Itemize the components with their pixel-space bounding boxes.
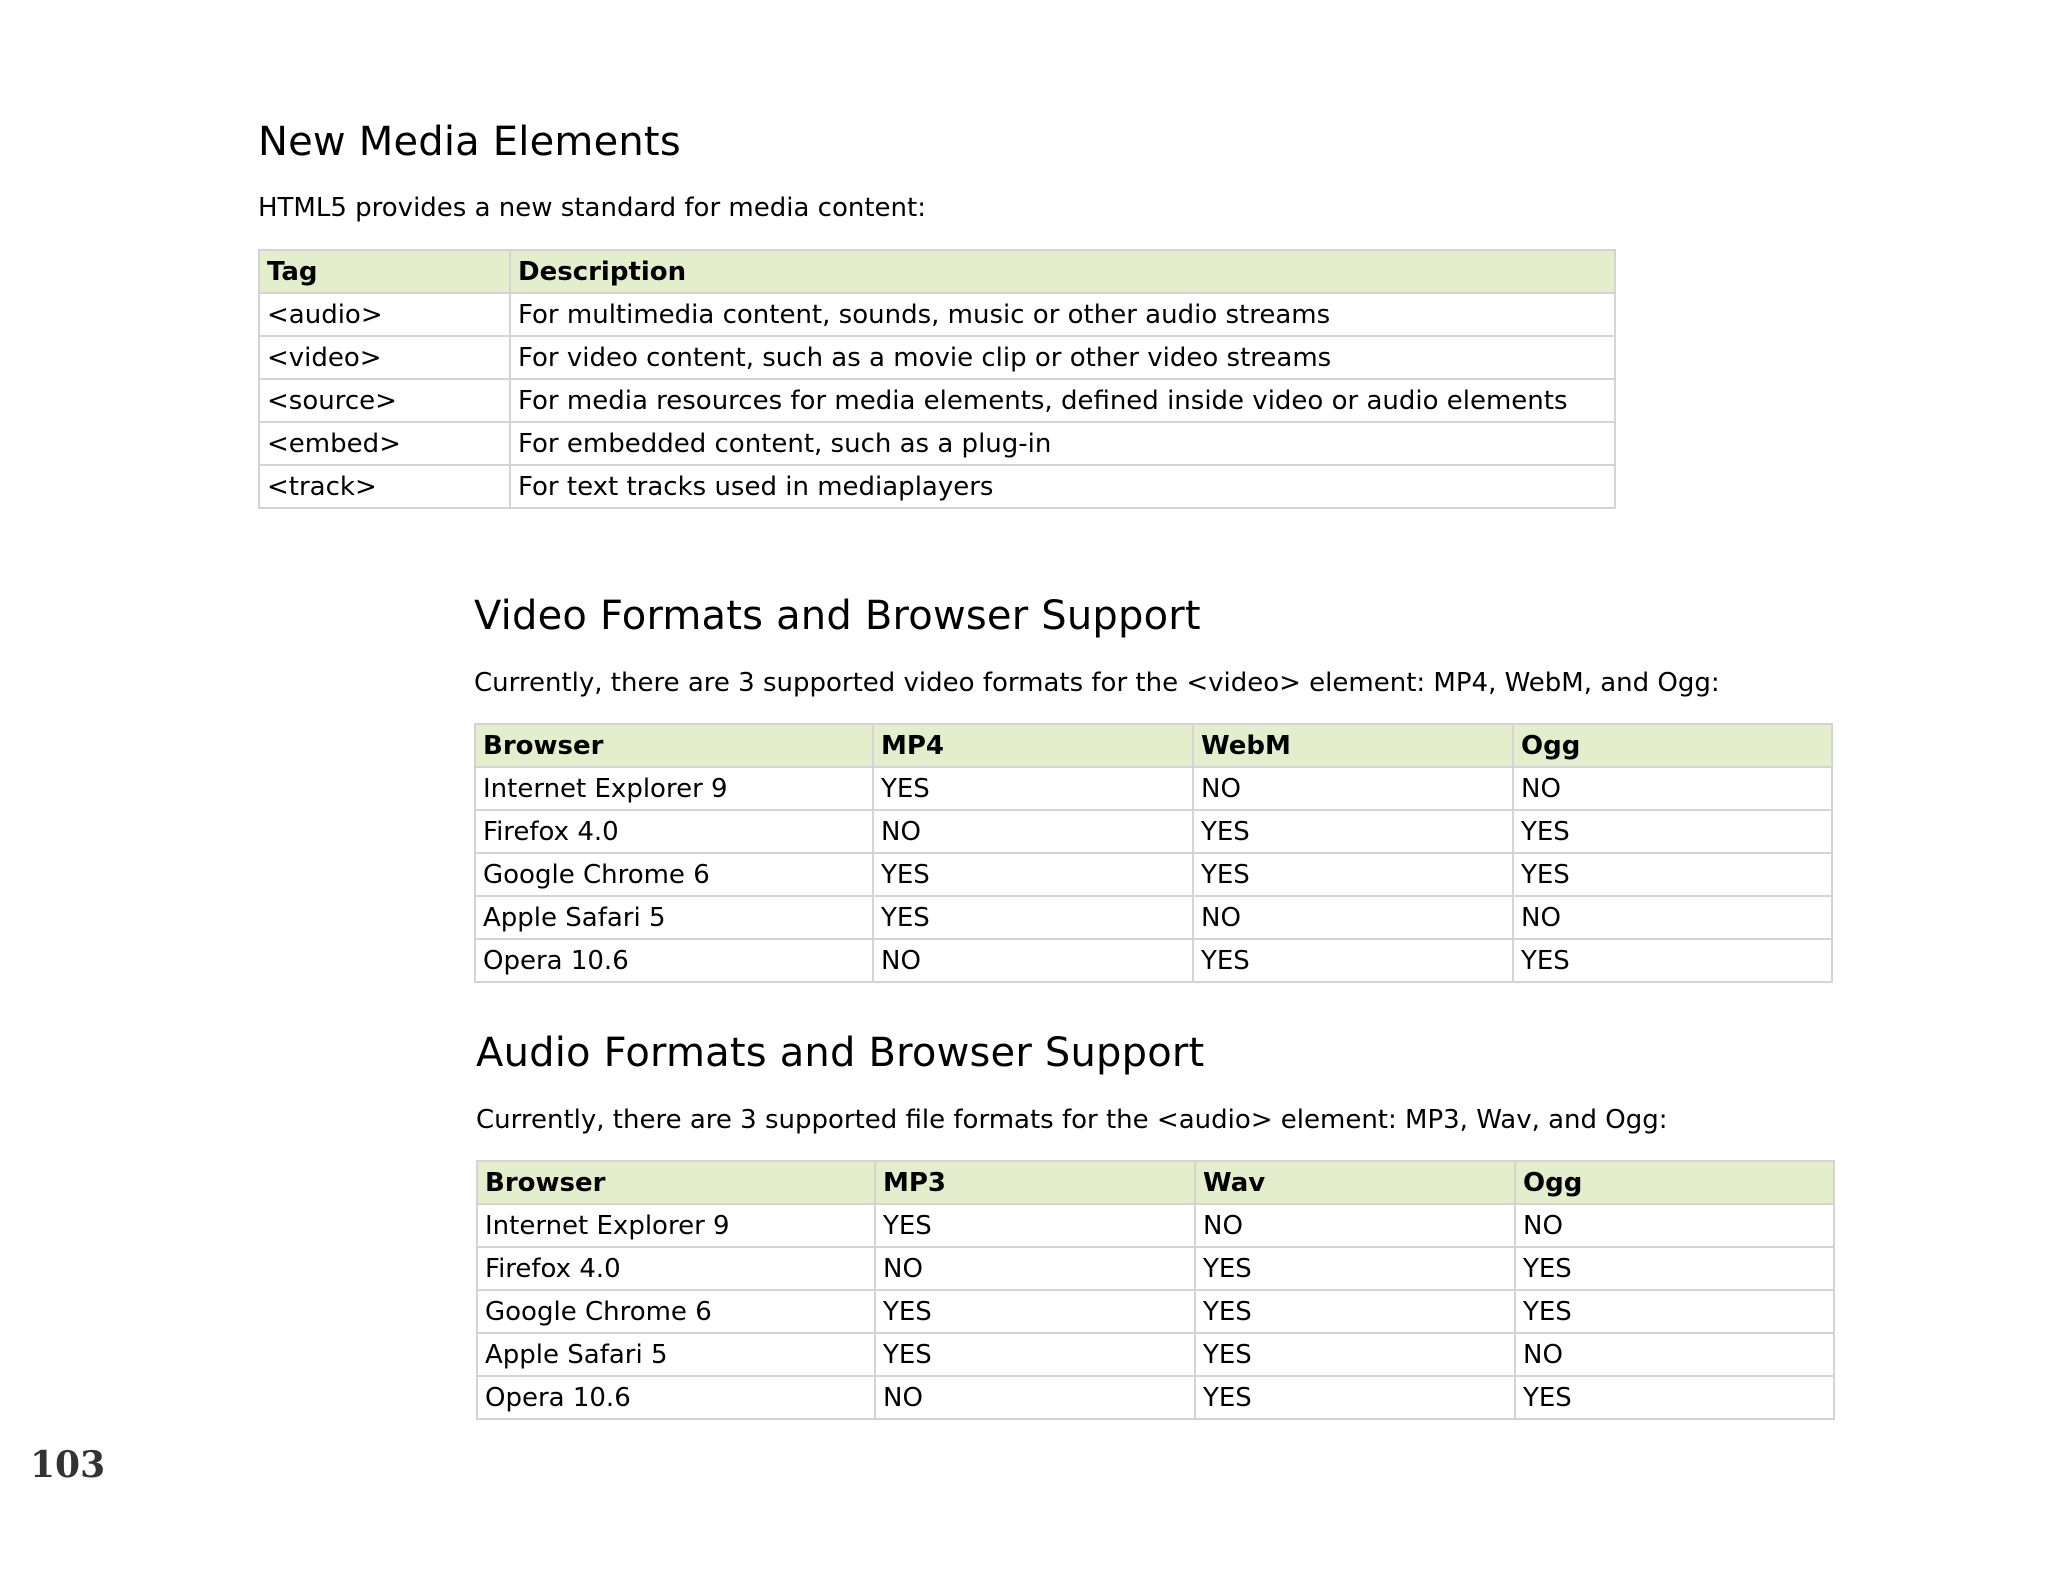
support-cell: YES: [1515, 1247, 1834, 1290]
support-cell: YES: [1195, 1333, 1515, 1376]
support-cell: YES: [1195, 1376, 1515, 1419]
browser-cell: Google Chrome 6: [475, 853, 873, 896]
description-cell: For video content, such as a movie clip or other video streams: [510, 336, 1615, 379]
table-row: [475, 810, 1832, 853]
description-cell: For embedded content, such as a plug-in: [510, 422, 1615, 465]
video-section: [474, 592, 1201, 640]
column-header: Browser: [475, 724, 873, 767]
video-title: Video Formats and Browser Support: [474, 593, 1201, 639]
browser-cell: Opera 10.6: [477, 1376, 875, 1419]
support-cell: YES: [873, 896, 1193, 939]
table-row: [477, 1333, 1834, 1376]
column-header: Tag: [259, 250, 510, 293]
media-title: New Media Elements: [258, 119, 681, 165]
browser-cell: Apple Safari 5: [477, 1333, 875, 1376]
table-row: [477, 1247, 1834, 1290]
tag-cell: <embed>: [259, 422, 510, 465]
table-row: [477, 1204, 1834, 1247]
table-row: [259, 465, 1615, 508]
tag-cell: <video>: [259, 336, 510, 379]
browser-cell: Internet Explorer 9: [475, 767, 873, 810]
support-cell: YES: [1193, 853, 1513, 896]
description-cell: For media resources for media elements, defined inside video or audio elements: [510, 379, 1615, 422]
column-header: MP4: [873, 724, 1193, 767]
support-cell: NO: [1193, 896, 1513, 939]
support-cell: NO: [873, 939, 1193, 982]
support-cell: NO: [1513, 767, 1832, 810]
table-row: [259, 336, 1615, 379]
tag-cell: <audio>: [259, 293, 510, 336]
table-header-row: [475, 724, 1832, 767]
media-table: [258, 249, 1616, 509]
support-cell: YES: [1513, 939, 1832, 982]
support-cell: NO: [875, 1247, 1195, 1290]
support-cell: YES: [1515, 1290, 1834, 1333]
support-cell: NO: [873, 810, 1193, 853]
table-row: [259, 379, 1615, 422]
media-intro: HTML5 provides a new standard for media content:: [258, 193, 926, 223]
table-row: [477, 1290, 1834, 1333]
support-cell: NO: [875, 1376, 1195, 1419]
support-cell: YES: [1195, 1290, 1515, 1333]
browser-cell: Apple Safari 5: [475, 896, 873, 939]
video-intro: Currently, there are 3 supported video formats for the <video> element: MP4, WebM, and Ogg:: [474, 668, 1720, 698]
support-cell: YES: [875, 1204, 1195, 1247]
column-header: Browser: [477, 1161, 875, 1204]
table-row: [259, 422, 1615, 465]
support-cell: YES: [1515, 1376, 1834, 1419]
audio-section: [476, 1029, 1204, 1077]
support-cell: YES: [875, 1333, 1195, 1376]
table-row: [477, 1376, 1834, 1419]
page-number: 103: [30, 1444, 106, 1486]
tag-cell: <track>: [259, 465, 510, 508]
video-table: [474, 723, 1833, 983]
audio-table: [476, 1160, 1835, 1420]
support-cell: NO: [1193, 767, 1513, 810]
description-cell: For multimedia content, sounds, music or other audio streams: [510, 293, 1615, 336]
column-header: Ogg: [1515, 1161, 1834, 1204]
audio-intro: Currently, there are 3 supported file formats for the <audio> element: MP3, Wav, and Ogg:: [476, 1105, 1668, 1135]
support-cell: YES: [1513, 853, 1832, 896]
browser-cell: Google Chrome 6: [477, 1290, 875, 1333]
table-row: [259, 293, 1615, 336]
table-row: [475, 853, 1832, 896]
browser-cell: Firefox 4.0: [475, 810, 873, 853]
audio-title: Audio Formats and Browser Support: [476, 1030, 1205, 1076]
table-header-row: [259, 250, 1615, 293]
browser-cell: Opera 10.6: [475, 939, 873, 982]
media-section: [258, 118, 681, 166]
table-row: [475, 767, 1832, 810]
column-header: Ogg: [1513, 724, 1832, 767]
support-cell: NO: [1195, 1204, 1515, 1247]
table-row: [475, 896, 1832, 939]
support-cell: NO: [1515, 1333, 1834, 1376]
support-cell: YES: [875, 1290, 1195, 1333]
support-cell: YES: [1195, 1247, 1515, 1290]
column-header: MP3: [875, 1161, 1195, 1204]
description-cell: For text tracks used in mediaplayers: [510, 465, 1615, 508]
browser-cell: Firefox 4.0: [477, 1247, 875, 1290]
audio-intro-wrap: [476, 1104, 1668, 1138]
support-cell: YES: [1513, 810, 1832, 853]
support-cell: YES: [1193, 939, 1513, 982]
table-header-row: [477, 1161, 1834, 1204]
support-cell: YES: [873, 853, 1193, 896]
browser-cell: Internet Explorer 9: [477, 1204, 875, 1247]
tag-cell: <source>: [259, 379, 510, 422]
media-intro-wrap: [258, 192, 926, 226]
column-header: Description: [510, 250, 1615, 293]
support-cell: YES: [1193, 810, 1513, 853]
support-cell: YES: [873, 767, 1193, 810]
column-header: Wav: [1195, 1161, 1515, 1204]
support-cell: NO: [1513, 896, 1832, 939]
table-row: [475, 939, 1832, 982]
column-header: WebM: [1193, 724, 1513, 767]
video-intro-wrap: [474, 667, 1720, 701]
support-cell: NO: [1515, 1204, 1834, 1247]
